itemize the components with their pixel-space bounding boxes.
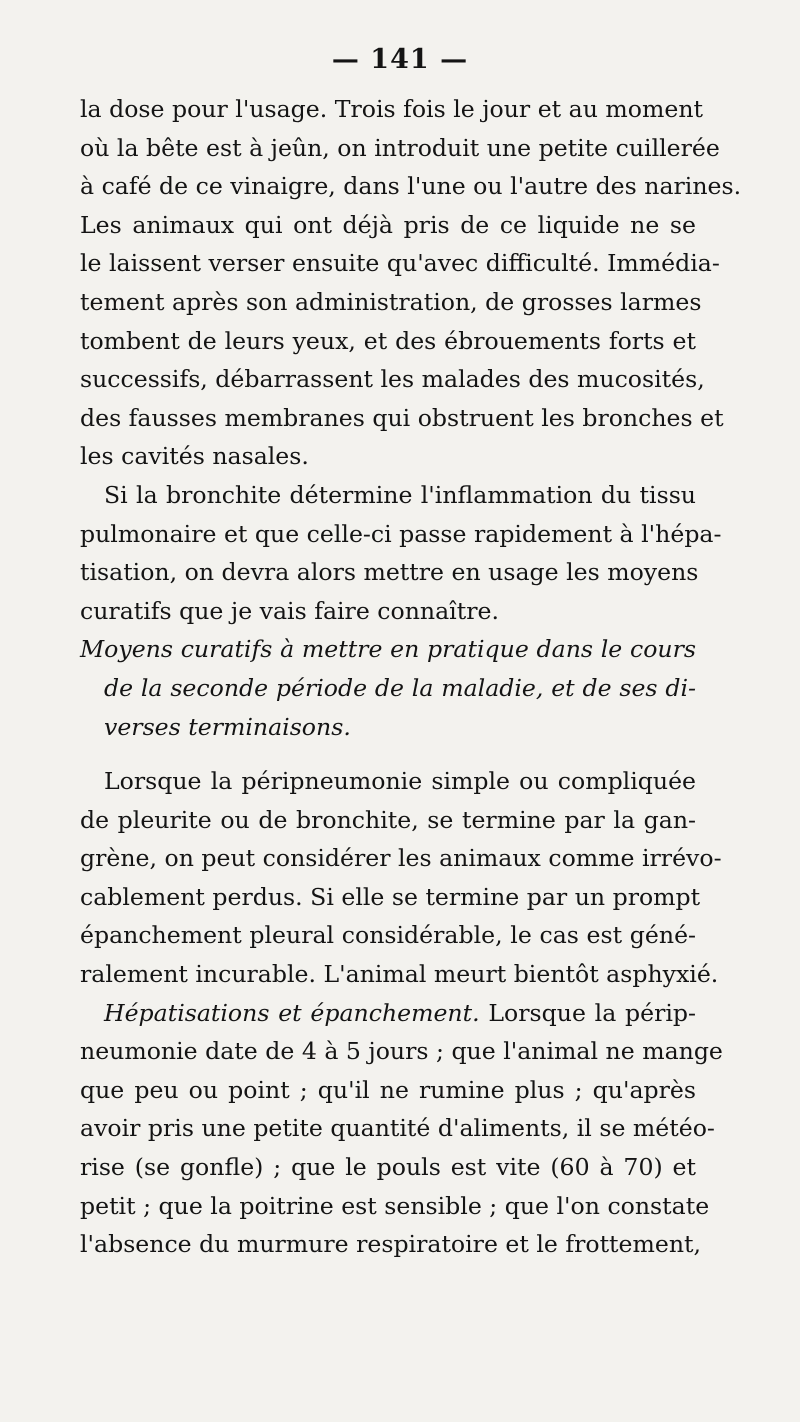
text-line	[80, 994, 696, 1033]
heading-line: verses terminaisons.	[104, 712, 351, 741]
text-line: Lorsque la péripneumonie simple ou compliquée	[104, 767, 696, 796]
text-line: tement après son administration, de grosses larmes	[80, 287, 702, 316]
text-line: pulmonaire et que celle-ci passe rapidement à l'hépa-	[80, 519, 722, 548]
text-line: rise (se gonfle) ; que le pouls est vite (60 à 70) et	[80, 1153, 696, 1182]
page-number: — 141 —	[331, 44, 469, 75]
text-line: que peu ou point ; qu'il ne rumine plus ; qu'après	[80, 1075, 696, 1104]
text-line: successifs, débarrassent les malades des mucosités,	[80, 365, 705, 394]
text-line: ralement incurable. L'animal meurt bientôt asphyxié.	[80, 960, 719, 989]
paragraph	[80, 762, 722, 994]
text-line: les cavités nasales.	[80, 442, 309, 471]
text-line: tombent de leurs yeux, et des ébrouements forts et	[80, 326, 696, 355]
run-in-heading: Hépatisations et épanchement.	[104, 998, 480, 1027]
text-line: la dose pour l'usage. Trois fois le jour et au moment	[80, 95, 703, 123]
text-line: à café de ce vinaigre, dans l'une ou l'autre des narines.	[80, 172, 742, 201]
paragraph	[80, 90, 742, 476]
text-line: grène, on peut considérer les animaux comme irrévo-	[80, 844, 722, 873]
text-line: neumonie date de 4 à 5 jours ; que l'animal ne mange	[80, 1037, 723, 1066]
text-line: l'absence du murmure respiratoire et le frottement,	[80, 1230, 702, 1259]
text-line: de pleurite ou de bronchite, se termine par la gan-	[80, 805, 696, 834]
text-fragment: Lorsque la périp-	[488, 998, 697, 1027]
text-line: cablement perdus. Si elle se termine par un prompt	[80, 882, 701, 911]
text-line: Les animaux qui ont déjà pris de ce liquide ne se	[80, 210, 696, 239]
text-line: avoir pris une petite quantité d'aliments, il se météo-	[80, 1114, 715, 1143]
text-line: curatifs que je vais faire connaître.	[80, 596, 499, 625]
heading-line: Moyens curatifs à mettre en pratique dans le cours	[80, 635, 696, 664]
paragraph	[80, 476, 722, 630]
text-line: épanchement pleural considérable, le cas est géné-	[80, 921, 696, 950]
page-body	[80, 90, 742, 1264]
text-line: des fausses membranes qui obstruent les bronches et	[80, 403, 724, 432]
text-line: le laissent verser ensuite qu'avec difficulté. Immédia-	[80, 249, 720, 278]
heading-line: de la seconde période de la maladie, et de ses di-	[104, 673, 696, 702]
text-line: Si la bronchite détermine l'inflammation du tissu	[104, 480, 696, 509]
spacer	[80, 746, 696, 762]
text-line: petit ; que la poitrine est sensible ; que l'on constate	[80, 1191, 710, 1220]
text-line: où la bête est à jeûn, on introduit une petite cuillerée	[80, 133, 720, 162]
paragraph	[80, 994, 723, 1264]
section-heading	[80, 630, 696, 746]
text-line: tisation, on devra alors mettre en usage les moyens	[80, 558, 699, 587]
